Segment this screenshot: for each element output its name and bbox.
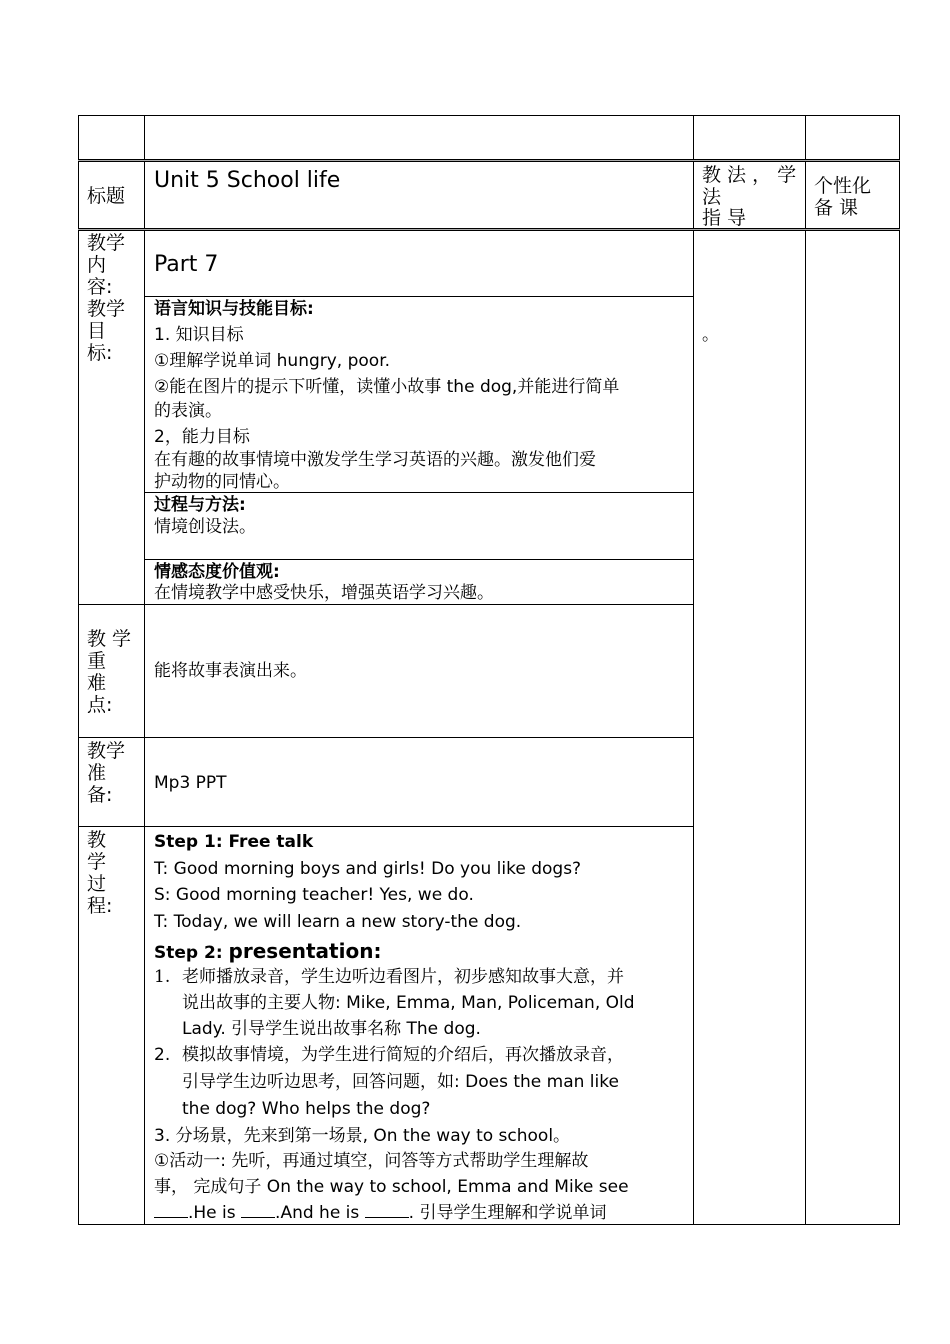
step1-line-2: S: Good morning teacher! Yes, we do. bbox=[154, 885, 474, 905]
table-top-border bbox=[78, 115, 900, 116]
item1-line-2: 说出故事的主要人物: Mike, Emma, Man, Policeman, Old bbox=[182, 993, 635, 1013]
method-guide-label-3: 指 导 bbox=[702, 207, 747, 229]
column-divider-2 bbox=[693, 115, 694, 1225]
item1-line-3: Lady. 引导学生说出故事名称 The dog. bbox=[182, 1019, 481, 1039]
table-left-border bbox=[78, 115, 79, 1225]
activity1-line-3 bbox=[154, 1200, 606, 1226]
item3-line: 3. 分场景，先来到第一场景, On the way to school。 bbox=[154, 1126, 571, 1146]
item2-line-3: the dog? Who helps the dog? bbox=[182, 1099, 431, 1119]
process-heading: 过程与方法: bbox=[154, 495, 246, 515]
column-divider-3 bbox=[805, 115, 806, 1225]
difficulty-label-4: 点: bbox=[87, 694, 113, 716]
emotion-value: 在情境教学中感受快乐，增强英语学习兴趣。 bbox=[154, 583, 494, 603]
preparation-label-2: 准 bbox=[87, 762, 107, 784]
knowledge-line-5: 2，能力目标 bbox=[154, 427, 250, 447]
knowledge-line-6: 在有趣的故事情境中激发学生学习英语的兴趣。激发他们爱 bbox=[154, 450, 596, 470]
activity1-part-1: .He is bbox=[188, 1203, 242, 1223]
process-label-4: 程: bbox=[87, 895, 113, 917]
item1-number: 1. bbox=[154, 967, 171, 987]
lesson-title: Unit 5 School life bbox=[154, 168, 341, 193]
step1-line-1: T: Good morning boys and girls! Do you like dogs? bbox=[154, 859, 582, 879]
difficulty-row-bottom bbox=[78, 737, 694, 738]
header-double-line bbox=[78, 159, 900, 162]
fill-blank-2[interactable] bbox=[241, 1217, 275, 1218]
process-label-1: 教 bbox=[87, 829, 107, 851]
step1-heading: Step 1: Free talk bbox=[154, 832, 314, 852]
difficulty-label-2: 重 bbox=[87, 650, 107, 672]
column-divider-1 bbox=[144, 115, 145, 1225]
step2-title: presentation: bbox=[228, 939, 382, 963]
activity1-line-2: 事， 完成句子 On the way to school, Emma and Mike see bbox=[154, 1177, 629, 1197]
content-label-1: 教学 bbox=[87, 232, 126, 254]
objectives-label-2: 目 bbox=[87, 320, 107, 342]
item2-line-2: 引导学生边听边思考，回答问题，如: Does the man like bbox=[182, 1072, 619, 1092]
knowledge-heading: 语言知识与技能目标: bbox=[154, 299, 314, 319]
content-label-3: 容: bbox=[87, 276, 113, 298]
process-value: 情境创设法。 bbox=[154, 517, 256, 537]
fill-blank-1[interactable] bbox=[154, 1217, 188, 1218]
process-label-2: 学 bbox=[87, 851, 107, 873]
knowledge-line-2: ①理解学说单词 hungry, poor. bbox=[154, 351, 391, 371]
preparation-label-1: 教学 bbox=[87, 740, 126, 762]
content-value: Part 7 bbox=[154, 252, 219, 277]
item2-number: 2. bbox=[154, 1045, 171, 1065]
preparation-value: Mp3 PPT bbox=[154, 773, 227, 793]
step1-line-3: T: Today, we will learn a new story-the dog. bbox=[154, 912, 522, 932]
knowledge-line-4: 的表演。 bbox=[154, 401, 222, 421]
difficulty-value: 能将故事表演出来。 bbox=[154, 661, 307, 681]
table-right-border bbox=[899, 115, 900, 1225]
personal-prep-label-2: 备 课 bbox=[814, 197, 859, 219]
fill-blank-3[interactable] bbox=[365, 1217, 409, 1218]
activity1-part-3: . 引导学生理解和学说单词 bbox=[408, 1203, 607, 1223]
step2-heading bbox=[154, 938, 381, 966]
objectives-label-3: 标: bbox=[87, 342, 113, 364]
knowledge-line-7: 护动物的同情心。 bbox=[154, 472, 290, 492]
item2-line-1: 模拟故事情境，为学生进行简短的介绍后，再次播放录音， bbox=[182, 1045, 624, 1065]
label-title: 标题 bbox=[87, 185, 126, 207]
title-row-double-line bbox=[78, 228, 900, 231]
item1-line-1: 老师播放录音，学生边听边看图片，初步感知故事大意，并 bbox=[182, 967, 624, 987]
activity1-part-2: .And he is bbox=[275, 1203, 365, 1223]
method-guide-label-2: 法 bbox=[702, 186, 722, 208]
objectives-label-1: 教学 bbox=[87, 298, 126, 320]
difficulty-label-3: 难 bbox=[87, 672, 107, 694]
personal-prep-label-1: 个性化 bbox=[814, 175, 872, 197]
guide-note: 。 bbox=[702, 325, 719, 345]
emotion-heading: 情感态度价值观: bbox=[154, 562, 280, 582]
process-label-3: 过 bbox=[87, 873, 107, 895]
difficulty-label-1: 教 学 bbox=[87, 628, 132, 650]
preparation-row-bottom bbox=[78, 826, 694, 827]
preparation-label-3: 备: bbox=[87, 784, 113, 806]
knowledge-line-1: 1. 知识目标 bbox=[154, 325, 244, 345]
knowledge-line-3: ②能在图片的提示下听懂，读懂小故事 the dog,并能进行简单 bbox=[154, 377, 620, 397]
method-guide-label-1: 教 法 ， 学 bbox=[702, 164, 797, 186]
step2-prefix: Step 2: bbox=[154, 943, 229, 963]
activity1-line-1: ①活动一: 先听，再通过填空，问答等方式帮助学生理解故 bbox=[154, 1151, 589, 1171]
content-label-2: 内 bbox=[87, 254, 107, 276]
